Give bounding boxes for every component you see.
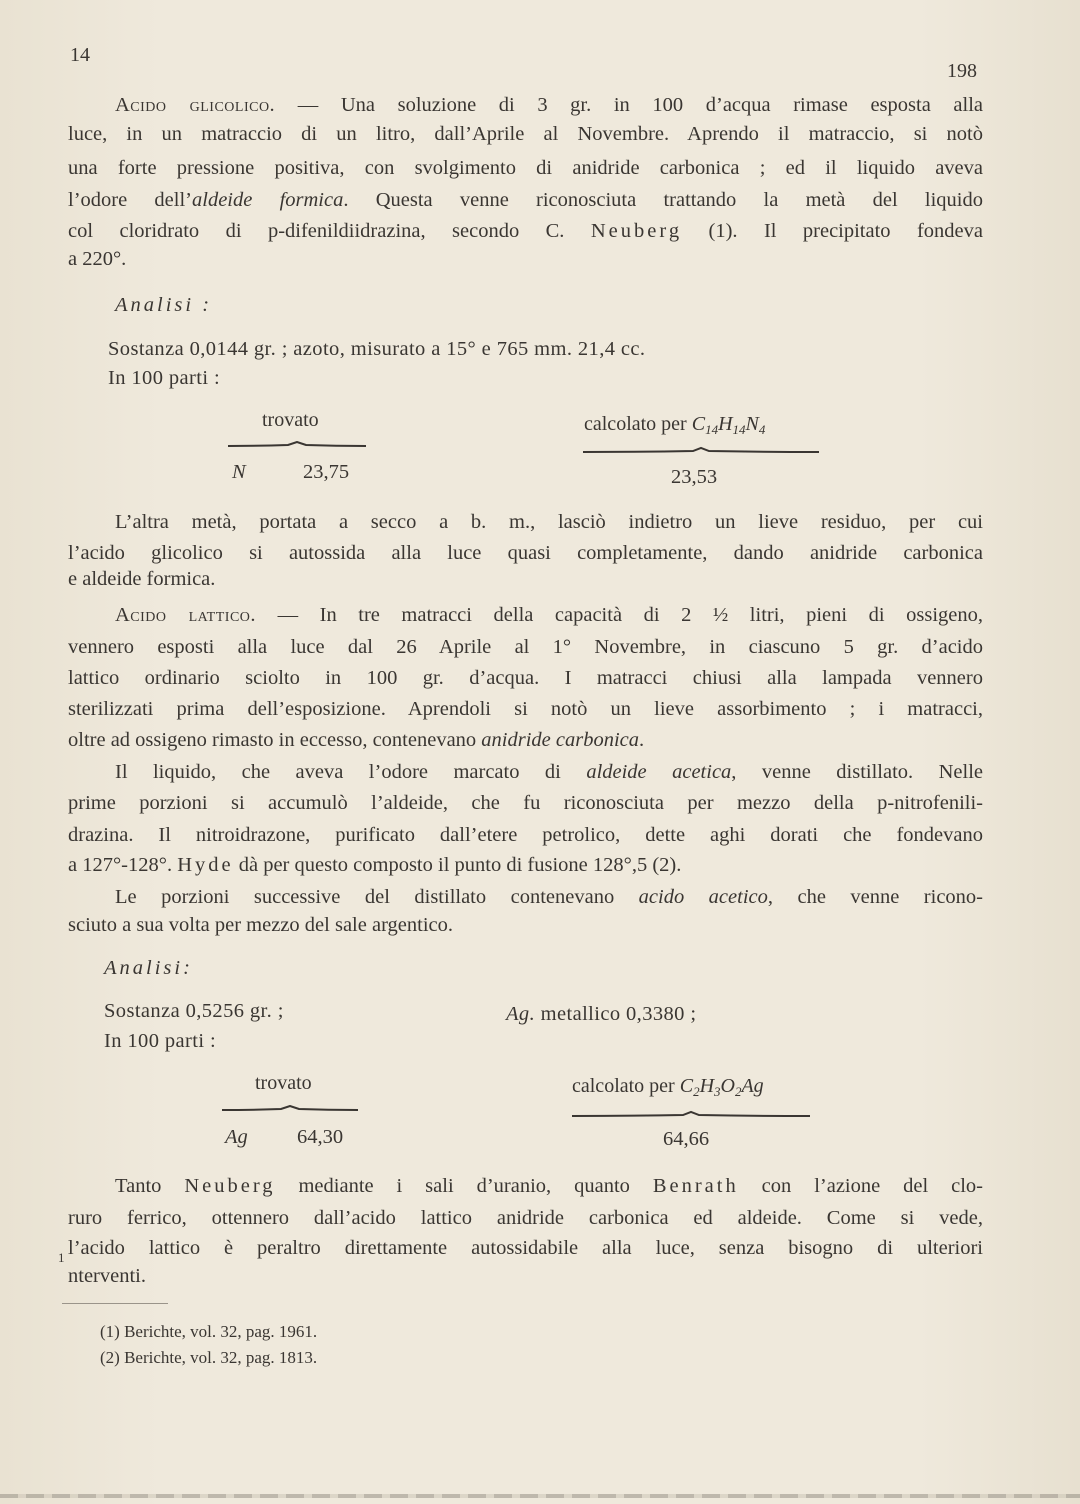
found-label: trovato [255, 1072, 312, 1094]
element-symbol: Ag [225, 1126, 248, 1148]
text-line: luce, in un matraccio di un litro, dall’Aprile al Novembre. Aprendo il matraccio, si notò [68, 123, 983, 145]
text-line: prime porzioni si accumulò l’aldeide, che fu riconosciuta per mezzo della p-nitrofenili- [68, 792, 983, 814]
footnote-1: (1) Berichte, vol. 32, pag. 1961. [100, 1322, 318, 1341]
found-label: trovato [262, 409, 319, 431]
text-line [115, 757, 983, 787]
italic-term: aldeide formica [192, 189, 344, 211]
calculated-value: 23,53 [671, 466, 718, 488]
text-line: sterilizzati prima dell’esposizione. Aprendoli si notò un lieve assorbimento ; i matracci, [68, 698, 983, 720]
footnote-2: (2) Berichte, vol. 32, pag. 1813. [100, 1348, 318, 1367]
text: oltre ad ossigeno rimasto in eccesso, contenevano [68, 729, 482, 751]
italic-term: acido acetico [638, 886, 768, 908]
text: — In tre matracci della capacità di 2 ½ litri, pieni di ossigeno, [256, 604, 983, 626]
text-line [115, 882, 983, 912]
text-line [68, 850, 983, 880]
brace-calculated [583, 446, 819, 456]
text-line: una forte pressione positiva, con svolgimento di anidride carbonica ; ed il liquido aveva [68, 157, 983, 179]
calculated-label [584, 413, 765, 438]
chemical-formula: $C_{14}H_{14}N_4$ [691, 413, 766, 437]
brace-found [228, 441, 366, 451]
text-line: nterventi. [68, 1265, 146, 1287]
page-bottom-edge [0, 1494, 1080, 1498]
text-line: ruro ferrico, ottennero dall’acido lattico anidride carbonica ed aldeide. Come si vede, [68, 1207, 983, 1229]
page-number-left: 14 [70, 44, 90, 66]
text-line: vennero esposti alla luce dal 26 Aprile al 1° Novembre, in ciascuno 5 gr. d’acido [68, 636, 983, 658]
text-line [115, 1171, 983, 1201]
analysis-metallico [506, 1003, 696, 1026]
italic-term: anidride carbonica [481, 729, 640, 751]
text: (1). Il precipitato fondeva [682, 220, 983, 242]
text: a 127°-128°. [68, 854, 178, 876]
text: dà per questo composto il punto di fusione 128°,5 (2). [233, 854, 682, 876]
analysis-in-100: In 100 parti : [104, 1030, 217, 1052]
author-name: Benrath [652, 1175, 739, 1197]
page-number-right: 198 [947, 60, 977, 82]
analysis-sostanza: Sostanza 0,0144 gr. ; azoto, misurato a 15° e 765 mm. 21,4 cc. [108, 338, 646, 360]
analysis-sostanza: Sostanza 0,5256 gr. ; [104, 1000, 284, 1022]
text-line: e aldeide formica. [68, 568, 216, 590]
text: Le porzioni successive del distillato contenevano [115, 886, 639, 908]
calculated-label-text: calcolato per [572, 1075, 675, 1097]
author-name: Neuberg [184, 1175, 276, 1197]
calculated-label-text: calcolato per [584, 413, 687, 435]
text: . Questa venne riconosciuta trattando la metà del liquido [343, 189, 983, 211]
text-line: a 220°. [68, 248, 127, 270]
found-value: 64,30 [297, 1126, 344, 1148]
text-line: drazina. Il nitroidrazone, purificato dall’etere petrolico, dette aghi dorati che fondevano [68, 824, 983, 846]
text: con l’azione del clo- [738, 1175, 984, 1197]
text-line: L’altra metà, portata a secco a b. m., lasciò indietro un lieve residuo, per cui [115, 511, 983, 533]
analysis-heading: Analisi: [104, 957, 193, 979]
text: . [639, 729, 645, 751]
text: — Una soluzione di 3 gr. in 100 d’acqua rimase esposta alla [275, 94, 983, 116]
author-name: Hyde [177, 854, 234, 876]
text-line [115, 600, 983, 630]
calculated-value: 64,66 [663, 1128, 710, 1150]
footnote-divider [62, 1303, 168, 1304]
stray-mark: 1 [58, 1250, 65, 1265]
text: l’odore dell’ [68, 189, 192, 211]
text: , che venne ricono- [767, 886, 983, 908]
text-line [68, 216, 983, 246]
text-line: l’acido lattico è peraltro direttamente autossidabile alla luce, senza bisogno di ulteriori [68, 1237, 983, 1259]
element-symbol: Ag. [506, 1003, 536, 1025]
text-line [68, 725, 983, 755]
text: Il liquido, che aveva l’odore marcato di [115, 761, 587, 783]
author-name: Neuberg [590, 220, 683, 242]
element-symbol: N [232, 461, 246, 483]
text-line: lattico ordinario sciolto in 100 gr. d’acqua. I matracci chiusi alla lampada vennero [68, 667, 983, 689]
text: mediante i sali d’uranio, quanto [275, 1175, 653, 1197]
text-line: sciuto a sua volta per mezzo del sale argentico. [68, 914, 453, 936]
text: metallico 0,3380 ; [535, 1003, 697, 1025]
analysis-in-100: In 100 parti : [108, 367, 221, 389]
section-heading: Acido glicolico. [115, 94, 276, 116]
italic-term: aldeide acetica [586, 761, 732, 783]
text-line: l’acido glicolico si autossida alla luce quasi completamente, dando anidride carbonica [68, 542, 983, 564]
chemical-formula: $C_2H_3O_2Ag$ [679, 1075, 764, 1099]
section-heading: Acido lattico. [115, 604, 257, 626]
text-line [115, 90, 983, 120]
text-line [68, 185, 983, 215]
text: Tanto [115, 1175, 185, 1197]
brace-found [222, 1105, 358, 1115]
calculated-label [572, 1075, 764, 1100]
analysis-heading: Analisi : [115, 294, 213, 316]
brace-calculated [572, 1110, 810, 1120]
text: col cloridrato di p-difenildiidrazina, secondo C. [68, 220, 591, 242]
text: , venne distillato. Nelle [731, 761, 983, 783]
found-value: 23,75 [303, 461, 350, 483]
